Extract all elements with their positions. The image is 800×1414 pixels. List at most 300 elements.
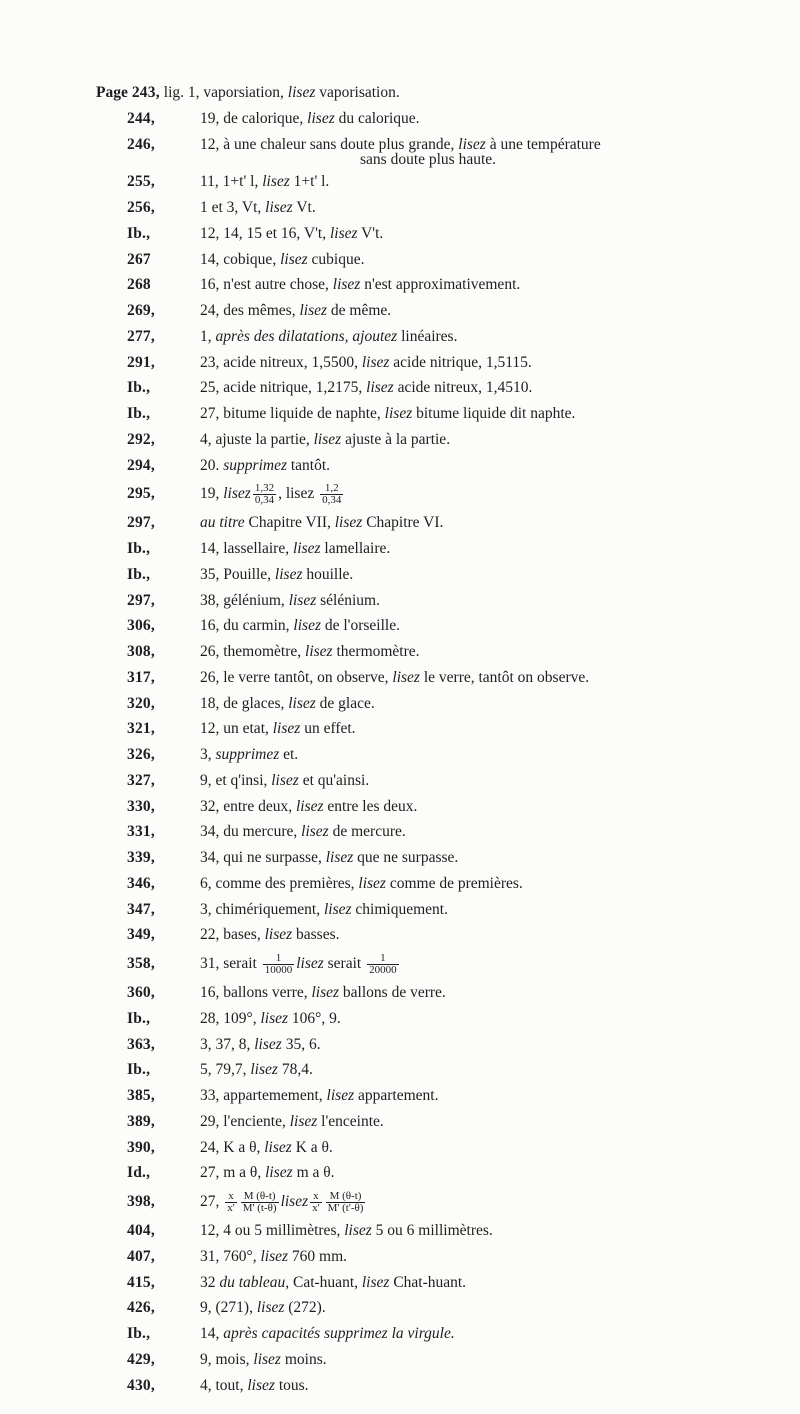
- correction-text: [200, 845, 458, 871]
- correction-text: [200, 427, 450, 453]
- errata-entry: [0, 845, 800, 871]
- corrected-text: ajuste à la partie.: [341, 430, 451, 448]
- corrected-text: un effet.: [300, 720, 356, 738]
- fraction-numerator: 1,2: [320, 483, 343, 495]
- corrected-text: n'est approximativement.: [360, 276, 521, 294]
- instruction: lisez: [250, 1061, 278, 1079]
- page-number: 294,: [127, 456, 155, 474]
- page-number: 256,: [127, 199, 155, 216]
- instruction: lisez: [334, 514, 363, 532]
- fraction: [263, 953, 295, 976]
- corrected-text: Vt.: [292, 199, 316, 216]
- corrected-text: linéaires.: [397, 327, 458, 345]
- errata-entry: [0, 247, 800, 273]
- correction-text: [200, 1347, 327, 1373]
- page-number: 429,: [127, 1350, 155, 1368]
- page-number: 330,: [127, 797, 155, 815]
- fraction-denominator: M' (t-θ): [242, 1201, 277, 1214]
- instruction: lisez: [287, 84, 316, 101]
- errata-entry: [96, 80, 800, 106]
- page-number: 398,: [127, 1193, 155, 1210]
- errata-entry: [0, 716, 800, 742]
- instruction: lisez: [299, 302, 328, 319]
- instruction: lisez: [307, 109, 335, 127]
- page-number: 347,: [127, 900, 155, 918]
- errata-entry: [0, 298, 800, 324]
- page-number: 306,: [127, 617, 155, 635]
- correction-text: [200, 742, 298, 768]
- corrected-text: le verre, tantôt on observe.: [419, 668, 590, 686]
- instruction: lisez: [223, 485, 251, 503]
- corrected-text: Chat-huant.: [389, 1273, 467, 1291]
- correction-text: [200, 1109, 384, 1135]
- correction-text: [200, 195, 316, 221]
- correction-text: [200, 221, 383, 247]
- errata-entry: [0, 272, 800, 298]
- page-number: 317,: [127, 668, 155, 686]
- errata-entry: [0, 1373, 800, 1399]
- correction-text: [200, 691, 375, 717]
- corrected-text: Chapitre VII,: [244, 514, 335, 532]
- original-text: 9, et q'insi,: [200, 771, 272, 789]
- corrected-text: 78,4.: [277, 1061, 313, 1079]
- correction-text: [200, 1295, 326, 1321]
- correction-text: [200, 1321, 455, 1347]
- page-number: 295,: [127, 485, 155, 503]
- correction-text: [200, 1083, 438, 1109]
- corrected-text: à une température: [485, 135, 601, 153]
- fraction-denominator: x': [227, 1201, 235, 1214]
- correction-text: [200, 562, 353, 588]
- errata-entry: [0, 1032, 800, 1058]
- correction-text: [200, 247, 364, 273]
- page-number: 321,: [127, 720, 155, 738]
- original-text: 23, acide nitreux, 1,5500,: [200, 353, 362, 371]
- instruction: lisez: [264, 926, 293, 944]
- corrected-text: K a θ.: [291, 1138, 333, 1156]
- errata-entry: [0, 1347, 800, 1373]
- corrected-text: de même.: [327, 302, 392, 319]
- original-text: 11, 1+t' l,: [200, 173, 263, 191]
- page-number: 390,: [127, 1138, 155, 1156]
- instruction: lisez: [358, 874, 386, 892]
- page-number: 267: [127, 250, 151, 268]
- page-number: Ib.,: [127, 224, 151, 242]
- corrected-text: de glace.: [315, 694, 375, 712]
- instruction: lisez: [293, 617, 321, 635]
- corrected-text: que ne surpasse.: [353, 849, 459, 866]
- page-number: 385,: [127, 1087, 155, 1104]
- corrected-text: moins.: [280, 1350, 327, 1368]
- instruction: après capacités supprimez la virgule.: [223, 1325, 455, 1342]
- page-number: Ib.,: [127, 1325, 151, 1342]
- errata-entry: [0, 897, 800, 923]
- instruction: lisez: [361, 353, 390, 371]
- errata-entry: [0, 1135, 800, 1161]
- errata-entry: [0, 980, 800, 1006]
- page-number: 331,: [127, 823, 155, 841]
- fraction: [326, 1191, 366, 1214]
- errata-entry: [0, 1244, 800, 1270]
- original-text: 32, entre deux,: [200, 797, 296, 815]
- instruction: lisez: [384, 405, 413, 422]
- instruction: au titre: [200, 514, 245, 532]
- page-number: Id.,: [127, 1164, 151, 1182]
- instruction: du tableau,: [219, 1273, 290, 1291]
- instruction: lisez: [247, 1376, 275, 1394]
- fraction-denominator: 20000: [369, 963, 397, 976]
- corrected-text: et qu'ainsi.: [298, 771, 370, 789]
- correction-text: [200, 897, 448, 923]
- fraction-numerator: 1,32: [254, 482, 275, 495]
- corrected-text: 1+t' l.: [289, 173, 330, 191]
- page-number: 292,: [127, 430, 155, 448]
- page-number: 426,: [127, 1299, 155, 1317]
- corrected-text: thermomètre.: [332, 643, 420, 660]
- original-text: 3, 37, 8,: [200, 1035, 255, 1053]
- original-text: 4, tout,: [200, 1376, 248, 1394]
- page-number: 360,: [127, 984, 155, 1001]
- correction-text: [200, 1160, 335, 1186]
- original-text: 28, 109°,: [200, 1009, 261, 1027]
- instruction: lisez: [253, 1350, 281, 1368]
- errata-entry: [0, 1160, 800, 1186]
- correction-text: [164, 80, 400, 106]
- page-number: Ib.,: [127, 565, 151, 583]
- errata-entry: [0, 794, 800, 820]
- corrected-text: entre les deux.: [323, 797, 418, 815]
- original-text: 4, ajuste la partie,: [200, 430, 314, 448]
- instruction: supprimez: [223, 456, 287, 474]
- original-text: 34, qui ne surpasse,: [200, 849, 326, 866]
- instruction: supprimez: [215, 746, 280, 763]
- correction-text: [200, 768, 369, 794]
- correction-text: [200, 639, 420, 665]
- original-text: 12, à une chaleur sans doute plus grande,: [200, 135, 459, 153]
- fraction-denominator: 10000: [264, 963, 293, 976]
- original-text: 16, n'est autre chose,: [200, 276, 333, 294]
- instruction: lisez: [265, 1164, 293, 1182]
- instruction: lisez: [295, 797, 324, 815]
- correction-text: [200, 106, 420, 132]
- page-number: Ib.,: [127, 379, 151, 397]
- fraction: [310, 1191, 321, 1214]
- original-text: 14, cobique,: [200, 250, 281, 268]
- errata-entry: [0, 948, 800, 980]
- page-number: 389,: [127, 1112, 155, 1130]
- page-number: 277,: [127, 327, 155, 345]
- errata-entry: [0, 1321, 800, 1347]
- corrected-text: et.: [279, 746, 299, 763]
- original-text: 5, 79,7,: [200, 1061, 251, 1079]
- errata-entry: [0, 350, 800, 376]
- original-text: 1 et 3, Vt,: [200, 199, 266, 216]
- corrected-text: 106°, 9.: [288, 1009, 341, 1027]
- original-text: 9, mois,: [200, 1350, 254, 1368]
- corrected-text: chimiquement.: [351, 900, 448, 918]
- errata-entry: [0, 1186, 800, 1218]
- correction-text: [200, 613, 400, 639]
- errata-entry: [0, 427, 800, 453]
- corrected-text: tous.: [274, 1376, 309, 1394]
- corrected-text: comme de premières.: [385, 874, 523, 892]
- original-text: 1,: [200, 327, 216, 345]
- correction-text: [200, 1244, 347, 1270]
- fraction: [241, 1191, 279, 1214]
- corrected-text: m a θ.: [292, 1164, 335, 1182]
- corrected-text: cubique.: [307, 250, 365, 268]
- corrected-text: l'enceinte.: [317, 1112, 384, 1130]
- original-text: 31, 760°,: [200, 1247, 261, 1265]
- original-text: 16, du carmin,: [200, 617, 294, 635]
- correction-text: [200, 401, 575, 427]
- corrected-text: Chapitre VI.: [362, 514, 444, 532]
- corrected-text: appartement.: [354, 1087, 439, 1104]
- original-text: 12, 14, 15 et 16, V't,: [200, 224, 330, 242]
- instruction: lisez: [272, 720, 301, 738]
- corrected-text: 35, 6.: [281, 1035, 321, 1053]
- correction-text: [200, 665, 589, 691]
- original-text: 27,: [200, 1193, 224, 1210]
- original-text: 14,: [200, 1325, 224, 1342]
- instruction: lisez: [305, 643, 333, 660]
- page-number: 244,: [127, 109, 155, 127]
- errata-entry: [0, 453, 800, 479]
- original-text: 38, gélénium,: [200, 591, 289, 609]
- original-text: 26, le verre tantôt, on observe,: [200, 668, 393, 686]
- correction-text: [200, 169, 329, 195]
- original-text: 27, m a θ,: [200, 1164, 266, 1182]
- instruction: après des dilatations, ajoutez: [215, 327, 398, 345]
- errata-entry: [0, 691, 800, 717]
- correction-text: [200, 819, 406, 845]
- correction-text: [200, 324, 457, 350]
- corrected-text: serait: [323, 955, 366, 972]
- correction-text: [200, 453, 330, 479]
- fraction-numerator: x: [225, 1191, 236, 1203]
- fraction-numerator: 1: [367, 953, 399, 965]
- correction-text: [200, 272, 520, 298]
- page-number: 415,: [127, 1273, 155, 1291]
- corrected-text: V't.: [357, 224, 384, 242]
- corrected-text: sélénium.: [316, 591, 380, 609]
- corrected-text: houille.: [302, 565, 354, 583]
- fraction-numerator: M (θ-t): [241, 1191, 279, 1203]
- corrected-text: Cat-huant,: [289, 1273, 362, 1291]
- instruction: lisez: [326, 1087, 355, 1104]
- fraction-denominator: x': [312, 1201, 320, 1214]
- instruction: lisez: [288, 694, 316, 712]
- errata-entry: [0, 1057, 800, 1083]
- correction-text: [200, 375, 532, 401]
- errata-entry: [0, 1295, 800, 1321]
- page-number: 326,: [127, 746, 155, 763]
- original-text: 16, ballons verre,: [200, 984, 312, 1001]
- instruction: lisez: [264, 1138, 292, 1156]
- corrected-text: du calorique.: [334, 109, 420, 127]
- original-text: 24, des mêmes,: [200, 302, 300, 319]
- fraction: [320, 483, 343, 506]
- original-text: 12, 4 ou 5 millimètres,: [200, 1222, 345, 1239]
- correction-text: [200, 478, 345, 510]
- errata-entry: [0, 768, 800, 794]
- instruction: lisez: [271, 771, 299, 789]
- correction-text: [200, 922, 340, 948]
- original-text: 29, l'enciente,: [200, 1112, 290, 1130]
- original-text: 22, bases,: [200, 926, 265, 944]
- correction-text: [200, 1186, 367, 1218]
- page-number: 297,: [127, 591, 155, 609]
- page-number: 255,: [127, 173, 155, 191]
- correction-text: [200, 1032, 321, 1058]
- page-number: 358,: [127, 955, 155, 972]
- page-number: 404,: [127, 1222, 155, 1239]
- page-number: Ib.,: [127, 1009, 151, 1027]
- original-text: lig. 1, vaporsiation,: [163, 84, 288, 101]
- page-number: Ib.,: [127, 1061, 151, 1079]
- instruction: lisez: [301, 823, 329, 841]
- correction-text: [200, 1218, 493, 1244]
- corrected-text: 760 mm.: [288, 1247, 348, 1265]
- instruction: lisez: [329, 224, 358, 242]
- corrected-text: vaporisation.: [315, 84, 400, 101]
- page-number: 269,: [127, 302, 155, 319]
- correction-text: [200, 1006, 341, 1032]
- instruction: lisez: [265, 199, 293, 216]
- page-number: 291,: [127, 353, 155, 371]
- instruction: , lisez: [278, 485, 319, 503]
- instruction: lisez: [292, 540, 321, 557]
- errata-entry: [0, 1218, 800, 1244]
- fraction: [367, 953, 399, 976]
- instruction: lisez: [323, 900, 352, 918]
- fraction-numerator: x: [310, 1191, 321, 1203]
- instruction: lisez: [280, 250, 308, 268]
- instruction: lisez: [289, 1112, 318, 1130]
- errata-entry: [0, 324, 800, 350]
- corrected-text: (272).: [284, 1299, 326, 1317]
- instruction: lisez: [332, 276, 361, 294]
- original-text: 18, de glaces,: [200, 694, 289, 712]
- instruction: lisez: [296, 955, 324, 972]
- errata-entry: [0, 106, 800, 132]
- errata-entry: [0, 588, 800, 614]
- corrected-text: tantôt.: [286, 456, 331, 474]
- instruction: lisez: [260, 1247, 289, 1265]
- page-number: 346,: [127, 874, 155, 892]
- page-number: 363,: [127, 1035, 155, 1053]
- instruction: lisez: [392, 668, 420, 686]
- correction-text: [200, 794, 417, 820]
- corrected-text: bitume liquide dit naphte.: [412, 405, 576, 422]
- errata-entry: [0, 401, 800, 427]
- original-text: 20.: [200, 456, 224, 474]
- instruction: lisez: [311, 984, 340, 1001]
- errata-entry: [0, 1006, 800, 1032]
- correction-text: [200, 980, 446, 1006]
- corrected-text: de l'orseille.: [320, 617, 400, 635]
- original-text: 12, un etat,: [200, 720, 273, 738]
- page-number: 339,: [127, 849, 155, 866]
- original-text: 24, K a θ,: [200, 1138, 265, 1156]
- errata-entry: [0, 742, 800, 768]
- errata-entry: [0, 169, 800, 195]
- errata-entry: [0, 510, 800, 536]
- fraction-numerator: 1: [263, 953, 295, 965]
- original-text: 6, comme des premières,: [200, 874, 359, 892]
- instruction: lisez: [254, 1035, 282, 1053]
- page-number: 327,: [127, 771, 155, 789]
- continuation-line: sans doute plus haute.: [360, 151, 497, 169]
- page-number: 320,: [127, 694, 155, 712]
- errata-entry: [0, 639, 800, 665]
- original-text: 14, lassellaire,: [200, 540, 293, 557]
- corrected-text: acide nitreux, 1,4510.: [393, 379, 533, 397]
- original-text: 32: [200, 1273, 220, 1291]
- corrected-text: de mercure.: [328, 823, 406, 841]
- corrected-text: lamellaire.: [320, 540, 391, 557]
- corrected-text: ballons de verre.: [339, 984, 446, 1001]
- errata-entry: [0, 1083, 800, 1109]
- fraction-denominator: 0,34: [322, 494, 342, 507]
- errata-entry: [0, 195, 800, 221]
- errata-entry: [0, 221, 800, 247]
- page-number: 268: [127, 276, 151, 294]
- errata-entry: [0, 1109, 800, 1135]
- instruction: lisez: [262, 173, 290, 191]
- page-number: Ib.,: [127, 405, 151, 422]
- original-text: 9, (271),: [200, 1299, 257, 1317]
- correction-text: [200, 350, 532, 376]
- corrected-text: 5 ou 6 millimètres.: [371, 1222, 493, 1239]
- original-text: 25, acide nitrique, 1,2175,: [200, 379, 367, 397]
- instruction: lisez: [256, 1299, 285, 1317]
- correction-text: [200, 1270, 466, 1296]
- correction-text: [200, 588, 380, 614]
- original-text: 19, de calorique,: [200, 109, 308, 127]
- instruction: lisez: [361, 1273, 390, 1291]
- correction-text: [200, 1057, 313, 1083]
- original-text: 33, appartemement,: [200, 1087, 327, 1104]
- errata-entry: [0, 562, 800, 588]
- page-number: 297,: [127, 514, 155, 532]
- page-number: 308,: [127, 643, 155, 660]
- instruction: lisez: [288, 591, 317, 609]
- fraction: [225, 1191, 236, 1214]
- correction-text: [200, 948, 401, 980]
- fraction-denominator: 0,34: [254, 494, 275, 507]
- instruction: lisez: [260, 1009, 289, 1027]
- original-text: 19,: [200, 485, 224, 503]
- correction-text: [200, 716, 356, 742]
- errata-entry: [0, 871, 800, 897]
- instruction: lisez: [366, 379, 394, 397]
- errata-entry: [0, 922, 800, 948]
- page-number: 407,: [127, 1247, 155, 1265]
- correction-text: [200, 1373, 309, 1399]
- instruction: lisez: [280, 1193, 309, 1210]
- errata-entry: [0, 665, 800, 691]
- page-number: 349,: [127, 926, 155, 944]
- instruction: lisez: [458, 135, 486, 153]
- original-text: 3,: [200, 746, 216, 763]
- correction-text: [200, 298, 391, 324]
- fraction-denominator: M' (t'-θ): [327, 1201, 364, 1214]
- corrected-text: acide nitrique, 1,5115.: [389, 353, 532, 371]
- page-number: Ib.,: [127, 540, 151, 557]
- fraction: [253, 483, 276, 506]
- errata-entry: [0, 536, 800, 562]
